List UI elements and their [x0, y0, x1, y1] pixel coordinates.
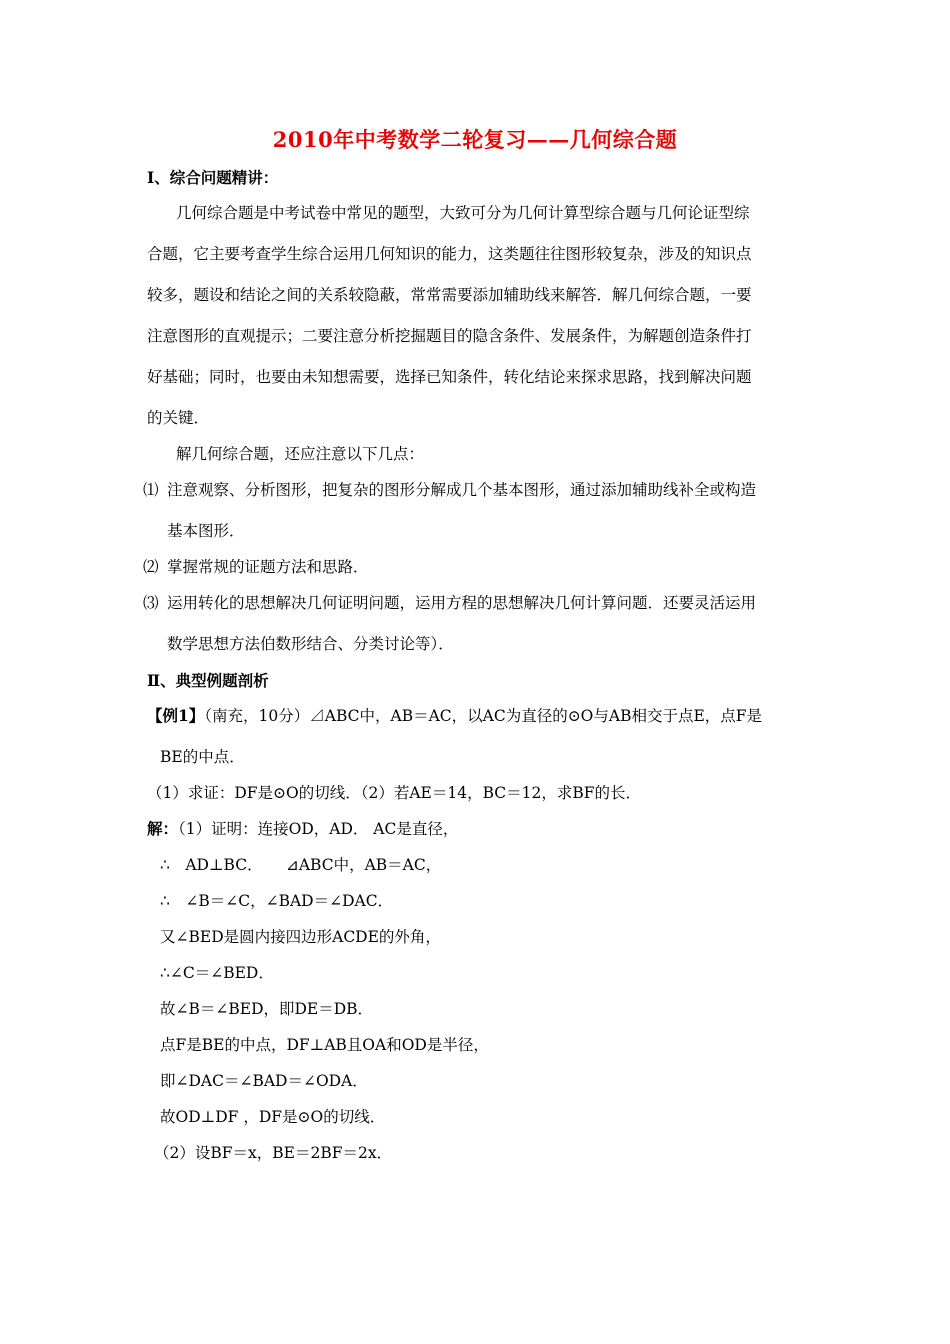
tip-3-number: ⑶ [143, 594, 159, 612]
example1-text: （南充，10分）⊿ABC中，AB＝AC，以AC为直径的⊙O与AB相交于点E，点F是 [204, 707, 763, 725]
tip-1-number: ⑴ [143, 481, 159, 499]
solution-step-5: 故∠B＝∠BED，即DE＝DB． [160, 1000, 374, 1018]
solution-step-4: ∴∠C＝∠BED． [160, 964, 274, 982]
tip-2-number: ⑵ [143, 558, 159, 576]
example1-line-2: BE的中点． [160, 748, 245, 766]
tips-intro: 解几何综合题，还应注意以下几点： [176, 445, 425, 463]
example1-line-1 [147, 706, 762, 726]
section1-heading: Ⅰ、综合问题精讲： [147, 168, 279, 187]
intro-paragraph-line-3: 较多，题设和结论之间的关系较隐蔽，常常需要添加辅助线来解答．解几何综合题，一要 [147, 286, 752, 304]
example1-label: 【例1】 [147, 706, 205, 725]
solution-step-8: 故OD⊥DF ，DF是⊙O的切线． [160, 1108, 386, 1126]
intro-paragraph-line-1: 几何综合题是中考试卷中常见的题型，大致可分为几何计算型综合题与几何论证型综 [176, 204, 750, 222]
tip-3 [143, 593, 756, 613]
solution-step-3: 又∠BED是圆内接四边形ACDE的外角， [160, 928, 441, 946]
tip-3-continuation: 数学思想方法伯数形结合、分类讨论等）． [167, 635, 454, 653]
tip-2 [143, 557, 369, 577]
tip-3-text: 运用转化的思想解决几何证明问题，运用方程的思想解决几何计算问题．还要灵活运用 [167, 594, 757, 612]
tip-1-text: 注意观察、分析图形，把复杂的图形分解成几个基本图形，通过添加辅助线补全或构造 [167, 481, 757, 499]
tip-2-text: 掌握常规的证题方法和思路． [167, 558, 369, 576]
solution-step-2: ∴ ∠B＝∠C，∠BAD＝∠DAC． [160, 892, 394, 910]
tip-1 [143, 480, 756, 500]
solution-step-9: （2）设BF＝x，BE＝2BF＝2x． [154, 1144, 393, 1162]
solution-first-line [147, 819, 458, 839]
solution-step-7: 即∠DAC＝∠BAD＝∠ODA． [160, 1072, 368, 1090]
solution-label: 解： [147, 819, 179, 838]
intro-paragraph-line-4: 注意图形的直观提示；二要注意分析挖掘题目的隐含条件、发展条件，为解题创造条件打 [147, 327, 752, 345]
document-title: 2010年中考数学二轮复习——几何综合题 [272, 127, 678, 152]
tip-1-continuation: 基本图形． [167, 522, 245, 540]
intro-paragraph-line-5: 好基础；同时，也要由未知想需要，选择已知条件，转化结论来探求思路，找到解决问题 [147, 368, 752, 386]
solution-step-6: 点F是BE的中点，DF⊥AB且OA和OD是半径， [160, 1036, 489, 1054]
intro-paragraph-line-6: 的关键． [147, 409, 210, 427]
section2-heading: Ⅱ、典型例题剖析 [147, 671, 269, 690]
solution-first-text: （1）证明：连接OD，AD． AC是直径， [178, 820, 459, 838]
intro-paragraph-line-2: 合题，它主要考查学生综合运用几何知识的能力，这类题往往图形较复杂，涉及的知识点 [147, 245, 752, 263]
example1-question: （1）求证：DF是⊙O的切线．（2）若AE＝14，BC＝12，求BF的长． [147, 784, 641, 802]
solution-step-1: ∴ AD⊥BC． ⊿ABC中，AB＝AC， [160, 856, 442, 874]
